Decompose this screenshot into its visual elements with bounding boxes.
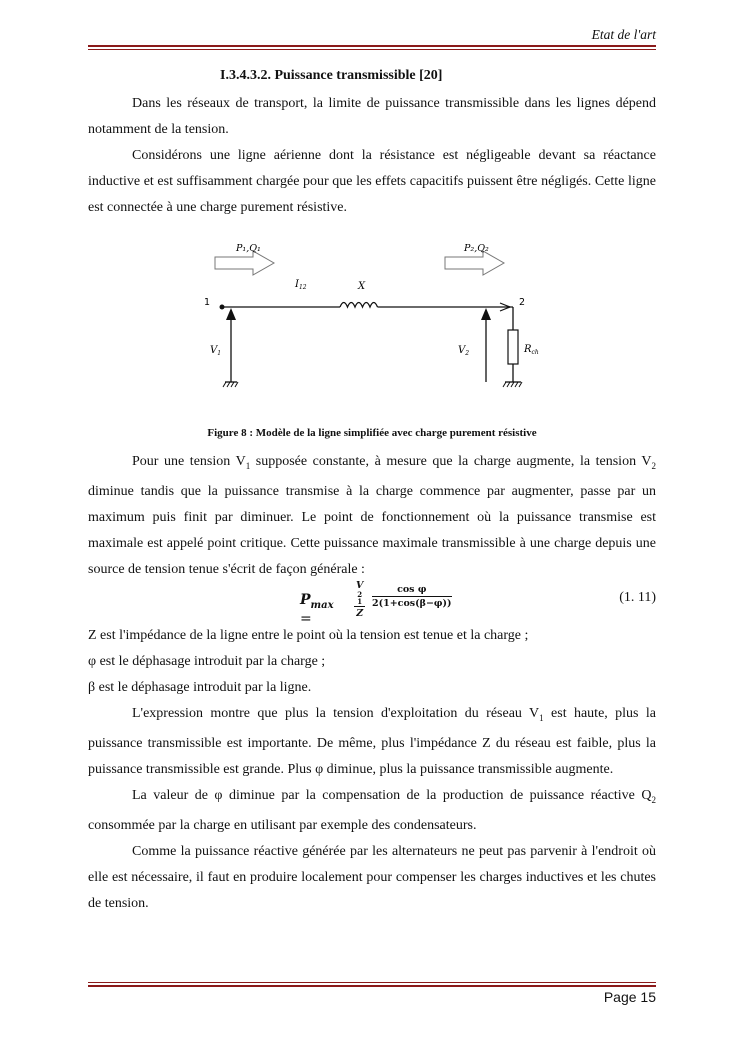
power-flow-arrow-left [215, 251, 274, 275]
label-load-resistance: $R_{ch}$ [524, 344, 539, 356]
circuit-figure [190, 232, 550, 402]
voltage-arrowhead-v2 [481, 308, 491, 320]
footer-rule-thin [88, 982, 656, 983]
figure-caption: Figure 8 : Modèle de la ligne simplifiée avec charge purement résistive [207, 427, 537, 439]
page-number: Page 15 [603, 989, 656, 1005]
voltage-arrowhead-v1 [226, 308, 236, 320]
paragraph-3: Pour une tension $V_1$ supposée constante, à mesure que la charge augmente, la tension $V_2$ diminue tandis que la puissance transmise à la charge commence par augmenter, passe par un maximum puis finit par diminuer. Le point de fonctionnement où la puissance transmise est maximale est appelé point critique. Cette puissance maximale transmissible à une charge depuis une source de tension tenue s'écrit de façon générale : [88, 454, 656, 577]
paragraph-1: Dans les réseaux de transport, la limite de puissance transmissible dans les lignes dépend notamment de la tension. [88, 96, 656, 137]
intro-text [88, 91, 656, 221]
label-v1: $V_1$ [210, 345, 222, 357]
running-header-title: Etat de l'art [591, 27, 656, 42]
definition-phi: φ est le déphasage introduit par la charge ; [88, 654, 326, 669]
equation-fraction-1: V 2 1 Z [356, 580, 364, 619]
ground-v1-hatch [223, 382, 238, 387]
label-v2: $V_2$ [458, 345, 470, 357]
label-p2q2: P₂,Q₂ [464, 243, 489, 254]
header-rule-thick [88, 45, 656, 47]
paragraph-4: L'expression montre que plus la tension d'exploitation du réseau $V_1$ est haute, plus la puissance transmissible est importante. De même, plus l'impédance Z du réseau est faible, plus la puissance transmissible est grande. Plus φ diminue, plus la puissance transmissible augmente. [88, 706, 656, 777]
paragraph-5: La valeur de φ diminue par la compensation de la production de puissance réactive $Q_2$ consommée par la charge en utilisant par exemple des condensateurs. [88, 787, 656, 833]
definitions-and-discussion [88, 623, 656, 917]
node-1-dot [220, 305, 225, 310]
circuit-diagram [190, 232, 550, 402]
load-resistor [508, 330, 518, 364]
label-node-2: 2 [519, 297, 526, 308]
paragraph-3-block [88, 449, 656, 583]
label-reactance: X [358, 281, 366, 292]
ground-load-hatch [503, 382, 522, 387]
definition-z: Z est l'impédance de la ligne entre le point où la tension est tenue et la charge ; [88, 628, 529, 643]
header-rule-thin [88, 49, 656, 50]
section-title: I.3.4.3.2. Puissance transmissible [20] [220, 68, 443, 83]
label-p1q1: P₁,Q₁ [236, 243, 261, 254]
label-current: $I_{12}$ [295, 279, 307, 291]
reactance-coil [340, 303, 378, 308]
paragraph-6: Comme la puissance réactive générée par les alternateurs ne peut pas parvenir à l'endroit où elle est nécessaire, il faut en produire localement pour compenser les charges inductives et les chutes de tension. [88, 843, 656, 911]
equation-number: (1. 11) [619, 590, 656, 605]
paragraph-2: Considérons une ligne aérienne dont la résistance est négligeable devant sa réactance inductive et est suffisamment chargée pour que les effets capacitifs puissent être négligés. Cette ligne est connectée à une charge purement résistive. [88, 148, 656, 215]
label-node-1: 1 [204, 297, 211, 308]
equation-lhs: $P_{max}$ = [300, 592, 334, 627]
footer-rule-thick [88, 985, 656, 987]
definition-beta: β est le déphasage introduit par la ligne. [88, 680, 312, 695]
equation-fraction-2: $\frac{\text{cos φ}}{2(1+\cos(\beta-\varphi))}$ [372, 584, 452, 609]
power-flow-arrow-right [445, 251, 504, 275]
